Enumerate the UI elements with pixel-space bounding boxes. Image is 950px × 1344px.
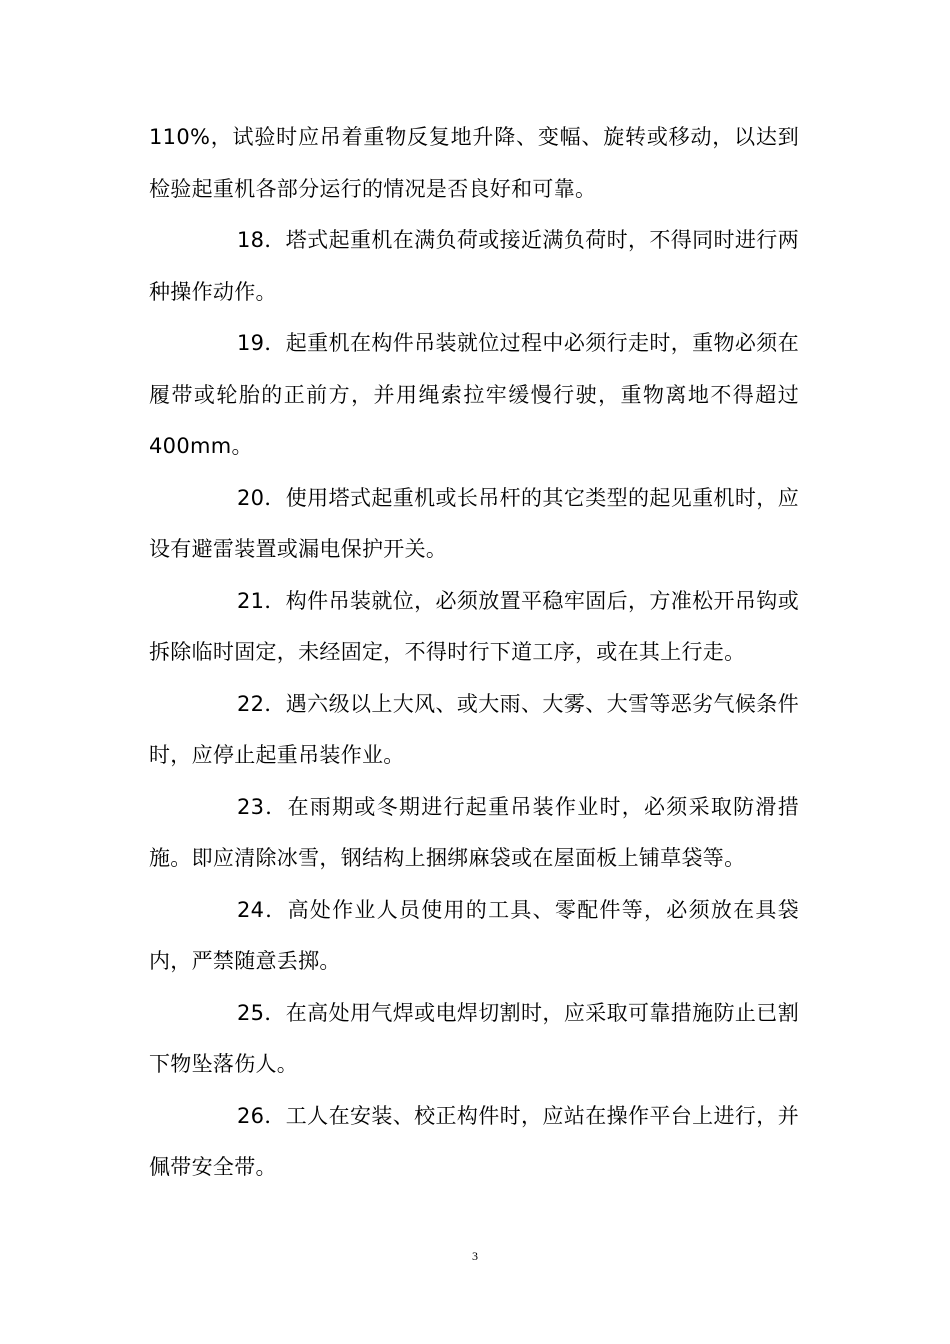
paragraph-item-19: 19．起重机在构件吊装就位过程中必须行走时，重物必须在履带或轮胎的正前方，并用绳索拉牢缓慢行驶，重物离地不得超过 400mm。 [149, 331, 799, 458]
paragraph-continuation: 110%，试验时应吊着重物反复地升降、变幅、旋转或移动，以达到检验起重机各部分运行的情况是否良好和可靠。 [149, 125, 799, 201]
paragraph-item-21: 21．构件吊装就位，必须放置平稳牢固后，方准松开吊钩或拆除临时固定，未经固定，不得时行下道工序，或在其上行走。 [149, 588, 799, 664]
document-body [149, 112, 799, 1194]
page-number: 3 [472, 1249, 478, 1263]
paragraph-item-18: 18．塔式起重机在满负荷或接近满负荷时，不得同时进行两种操作动作。 [149, 228, 799, 304]
paragraph-item-25: 25．在高处用气焊或电焊切割时，应采取可靠措施防止已割下物坠落伤人。 [149, 1000, 799, 1076]
paragraph-item-26: 26．工人在安装、校正构件时，应站在操作平台上进行，并佩带安全带。 [149, 1103, 799, 1179]
paragraph-item-23: 23．在雨期或冬期进行起重吊装作业时，必须采取防滑措施。即应清除冰雪，钢结构上捆绑麻袋或在屋面板上铺草袋等。 [149, 794, 799, 870]
paragraph-item-24: 24．高处作业人员使用的工具、零配件等，必须放在具袋内，严禁随意丢掷。 [149, 897, 799, 973]
paragraph-item-20: 20．使用塔式起重机或长吊杆的其它类型的起见重机时，应设有避雷装置或漏电保护开关。 [149, 485, 799, 561]
paragraph-item-22: 22．遇六级以上大风、或大雨、大雾、大雪等恶劣气候条件时，应停止起重吊装作业。 [149, 691, 799, 767]
